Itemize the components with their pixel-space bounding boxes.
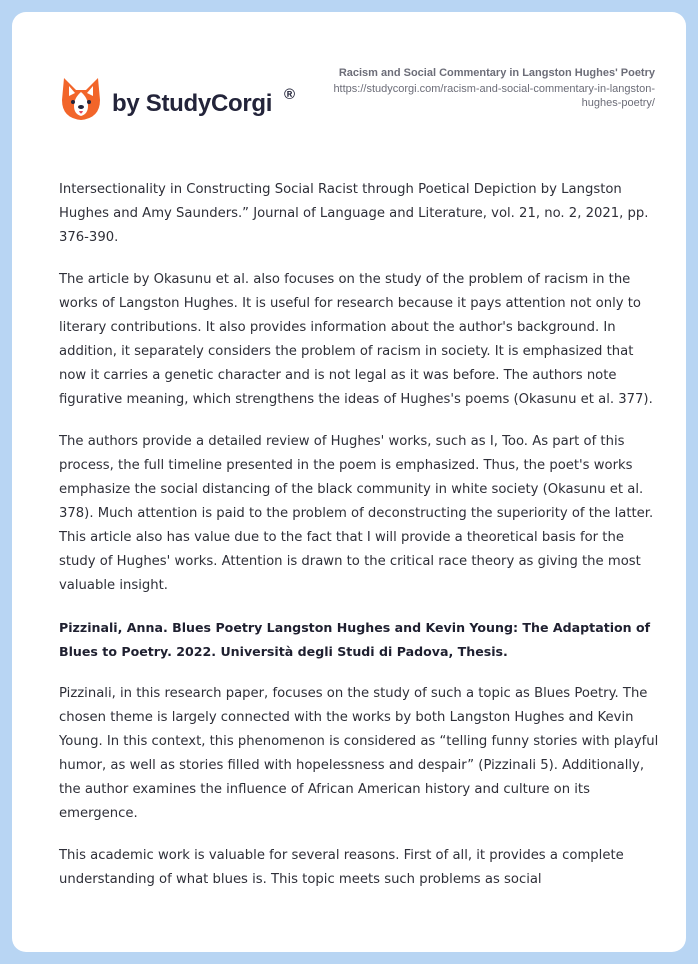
document-url[interactable]: https://studycorgi.com/racism-and-social-commentary-in-langston-hughes-poetry/	[333, 83, 655, 109]
paragraph-pizzinali-value: This academic work is valuable for several reasons. First of all, it provides a complete understanding of what blues is. This topic meets such problems as social	[59, 848, 624, 887]
studycorgi-logo[interactable]	[60, 76, 296, 126]
corgi-logo-icon	[60, 76, 102, 126]
document-title: Racism and Social Commentary in Langston Hughes' Poetry	[338, 67, 655, 79]
reference-pizzinali: Pizzinali, Anna. Blues Poetry Langston Hughes and Kevin Young: The Adaptation of Blues to Poetry. 2022. Università degli Studi di Padova, Thesis.	[59, 620, 651, 659]
document-header-info	[305, 66, 655, 110]
registered-mark: ®	[284, 86, 296, 103]
document-page	[12, 12, 686, 952]
paragraph-okasunu-summary: The article by Okasunu et al. also focuses on the study of the problem of racism in the works of Langston Hughes. It is useful for research because it pays attention not only to literary contributions. It also provides information about the author's background. In addition, it separately considers the problem of racism in society. It is emphasized that now it carries a genetic character and is not legal as it was before. The authors note figurative meaning, which strengthens the ideas of Hughes's poems (Okasunu et al. 377).	[59, 272, 653, 407]
logo-text: by StudyCorgi	[112, 90, 273, 117]
paragraph-pizzinali-summary: Pizzinali, in this research paper, focuses on the study of such a topic as Blues Poetry. The chosen theme is largely connected with the works by both Langston Hughes and Kevin Young. In this context, this phenomenon is considered as “telling funny stories with playful humor, as well as stories filled with hopelessness and despair” (Pizzinali 5). Additionally, the author examines the influence of African American history and culture on its emergence.	[59, 686, 659, 821]
document-body	[59, 178, 659, 910]
paragraph-okasunu-review: The authors provide a detailed review of Hughes' works, such as I, Too. As part of this process, the full timeline presented in the poem is emphasized. Thus, the poet's works emphasize the social distancing of the black community in white society (Okasunu et al. 378). Much attention is paid to the problem of deconstructing the superiority of the latter. This article also has value due to the fact that I will provide a theoretical basis for the study of Hughes' works. Attention is drawn to the critical race theory as giving the most valuable insight.	[59, 434, 654, 593]
paragraph-citation-continued: Intersectionality in Constructing Social Racist through Poetical Depiction by Langston Hughes and Amy Saunders.” Journal of Language and Literature, vol. 21, no. 2, 2021, pp. 376-390.	[59, 182, 649, 245]
